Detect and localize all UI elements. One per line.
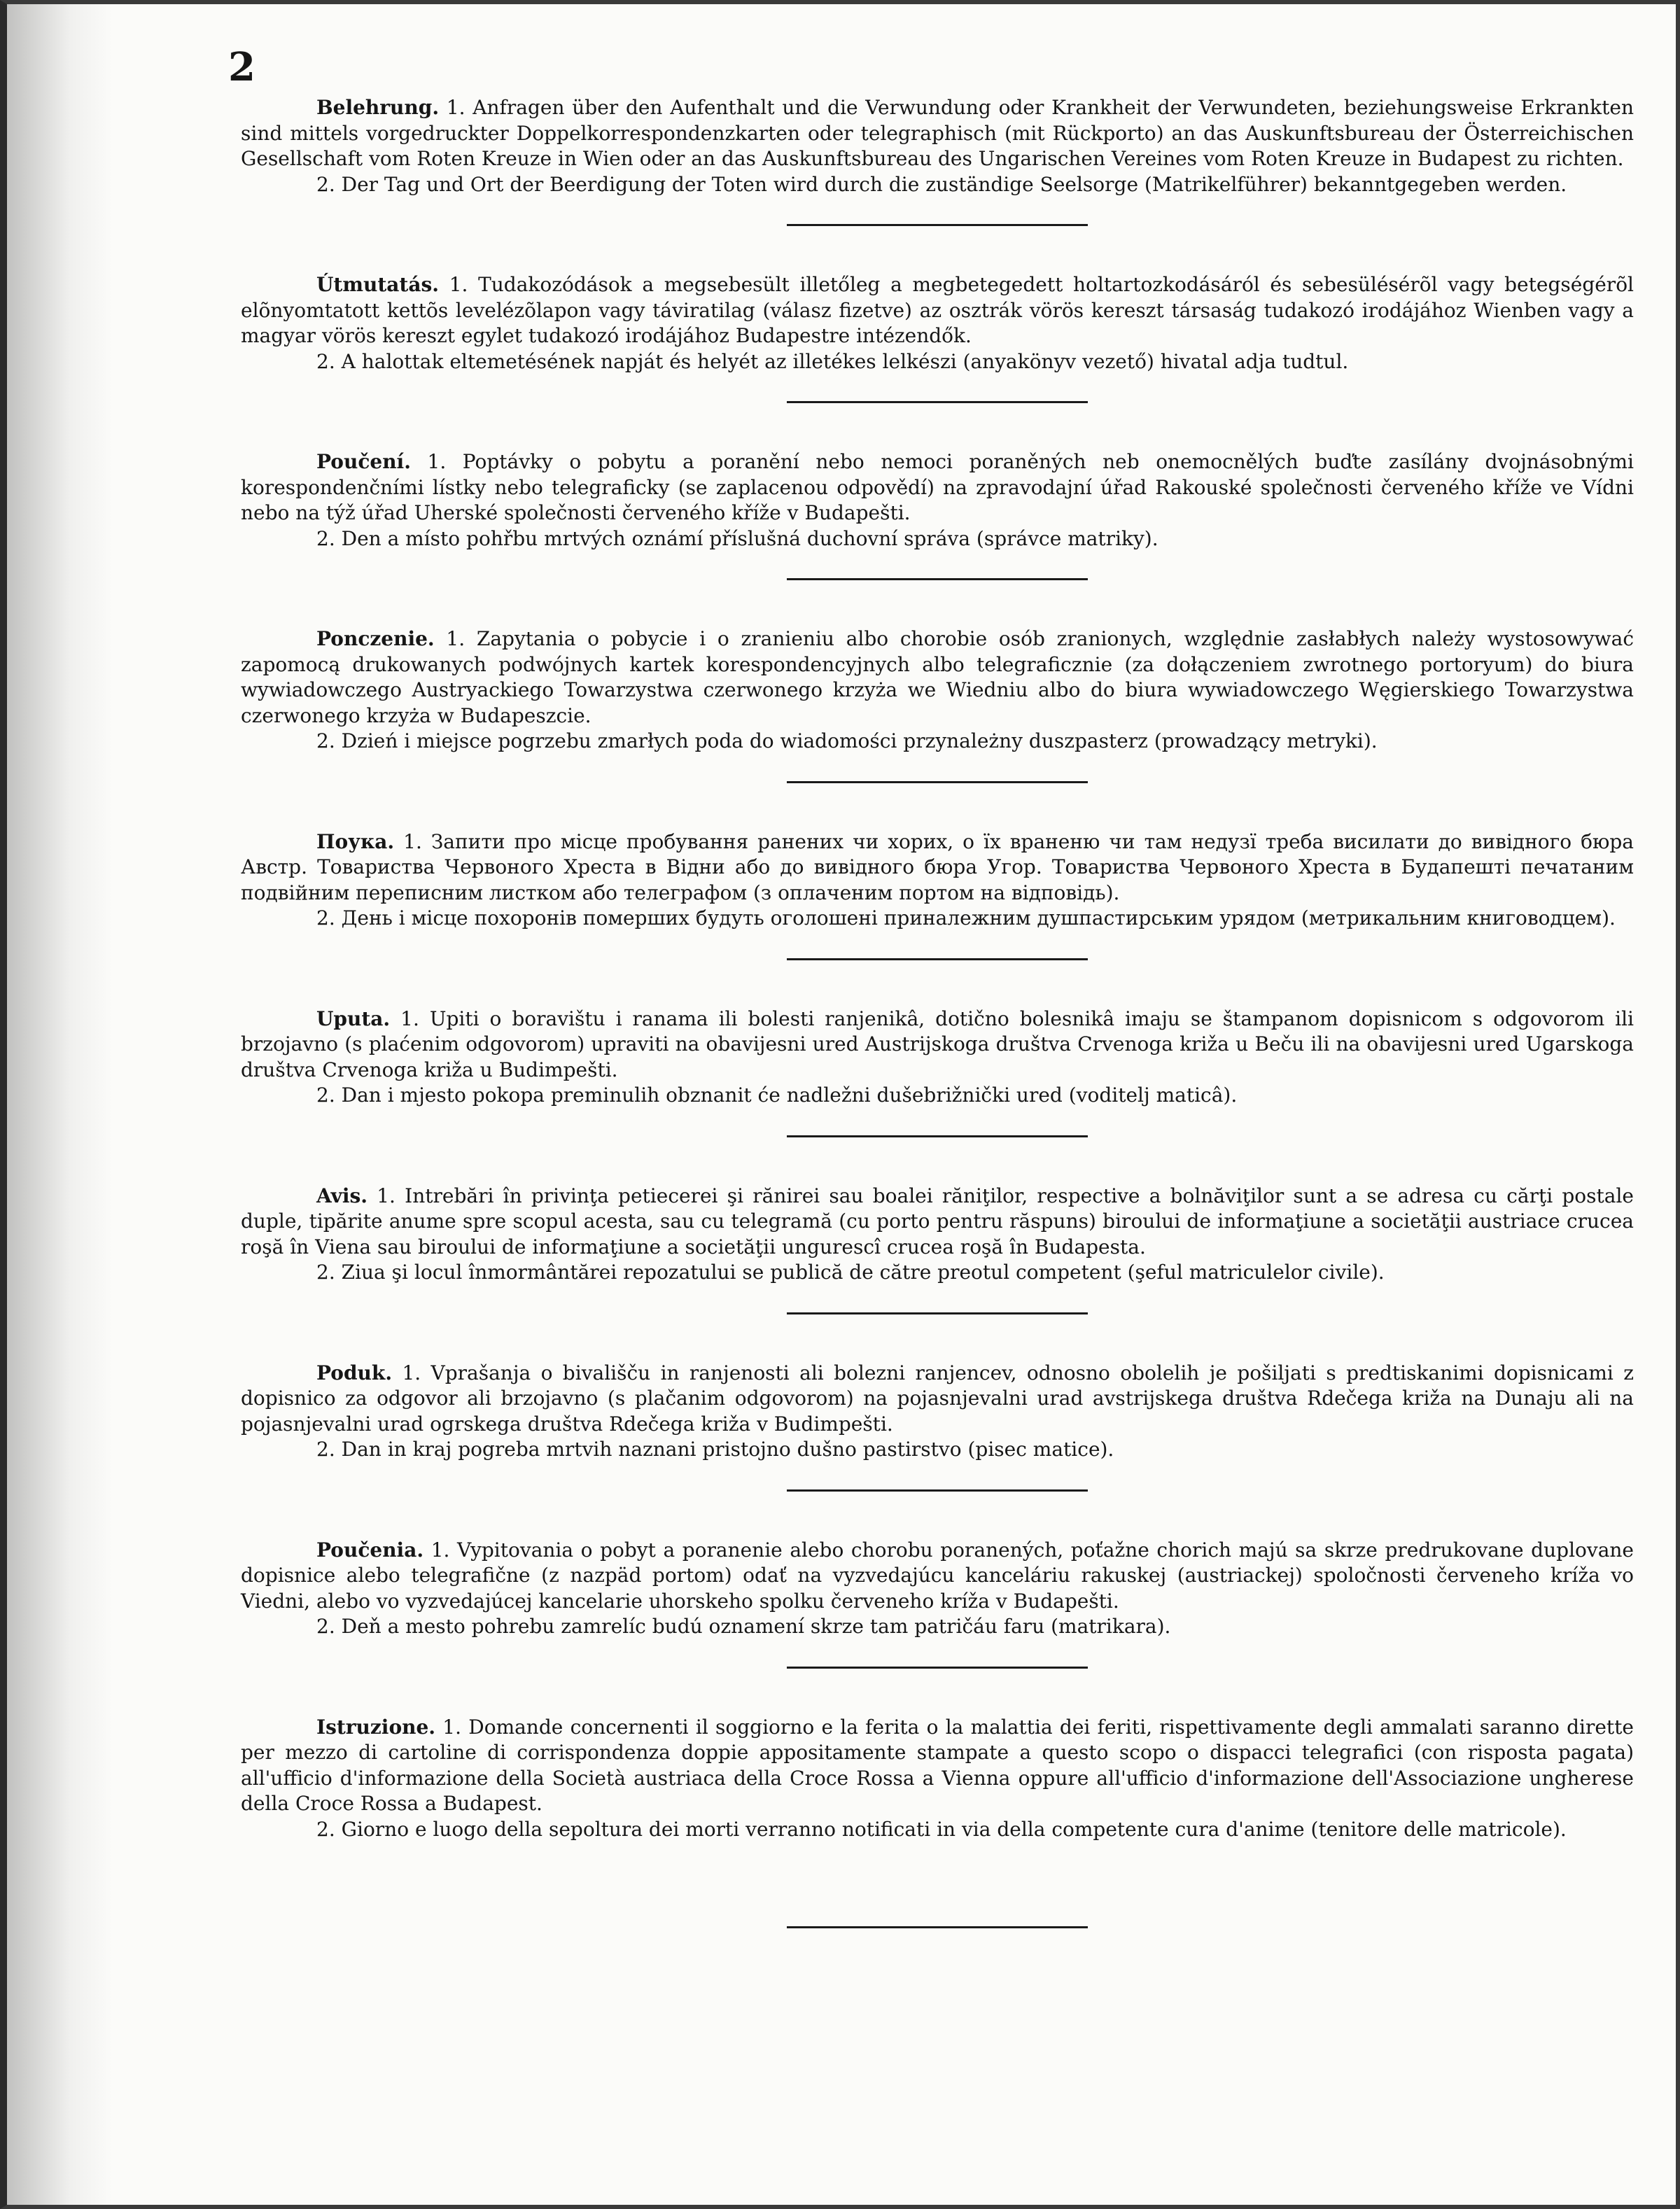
section-czech xyxy=(241,449,1634,552)
section-text: 1. Upiti o boravištu i ranama ili bolesti ranjenikâ, dotično bolesnikâ imaju se štampanom dopisnicom s odgovorom ili brzojavno (s plaćenim odgovorom) upraviti na obavijesni ured Austrijskoga društva Crvenoga križa u Beču ili na obavijesni ured Ugarskoga društva Crvenoga križa u Budimpešti. xyxy=(241,1007,1634,1081)
section-paragraph-1 xyxy=(241,1007,1634,1084)
section-heading: Avis. xyxy=(316,1184,368,1207)
section-heading: Поука. xyxy=(316,829,395,853)
divider-rule xyxy=(787,958,1088,960)
section-text: 1. Zapytania o pobycie i o zranieniu albo chorobie osób zranionych, względnie zasłabłych należy wystosowywać zapomocą drukowanych podwójnych kartek korespondencyjnych albo telegraficznie (za dołączeniem zwrotnego portoryum) do biura wywiadowczego Austryackiego Towarzystwa czerwonego krzyża we Wiedniu albo do biura wywiadowczego Węgierskiego Towarzystwa czerwonego krzyża w Budapeszcie. xyxy=(241,627,1634,727)
section-heading: Útmutatás. xyxy=(316,273,439,296)
section-text: 1. Tudakozódások a megsebesült illetőleg a megbetegedett holtartozkodásáról és sebesülésérõl vagy betegségérõl elõnyomtatott kettõs levelézõlapon vagy táviratilag (válasz fizetve) az osztrák vörös kereszt társaság tudakozó irodájához Wienben vagy a magyar vörös kereszt egylet tudakozó irodájához Budapestre intézendők. xyxy=(241,273,1634,347)
divider-rule xyxy=(787,224,1088,226)
divider-rule xyxy=(787,1312,1088,1314)
section-paragraph-1 xyxy=(241,1538,1634,1615)
divider-rule xyxy=(787,1926,1088,1928)
section-paragraph-1 xyxy=(241,829,1634,906)
divider-rule xyxy=(787,1135,1088,1137)
section-polish xyxy=(241,626,1634,755)
section-paragraph-2: 2. Ziua şi locul înmormântărei repozatului se publică de către preotul competent (şeful matriculelor civile). xyxy=(316,1261,1385,1284)
section-paragraph-1 xyxy=(241,1361,1634,1438)
section-paragraph-1 xyxy=(241,626,1634,729)
section-hungarian xyxy=(241,272,1634,374)
page-number: 2 xyxy=(228,44,255,90)
section-paragraph-1 xyxy=(241,1184,1634,1261)
section-croatian xyxy=(241,1007,1634,1109)
section-paragraph-1 xyxy=(241,272,1634,349)
section-ruthenian xyxy=(241,829,1634,932)
section-italian xyxy=(241,1715,1634,1843)
section-paragraph-1 xyxy=(241,95,1634,172)
section-paragraph-2: 2. Deň a mesto pohrebu zamrelíc budú oznamení skrze tam patričáu faru (matrikara). xyxy=(316,1615,1171,1638)
section-paragraph-2: 2. A halottak eltemetésének napját és helyét az illetékes lelkészi (anyakönyv vezető) hivatal adja tudtul. xyxy=(316,349,1349,373)
section-slovene xyxy=(241,1361,1634,1463)
divider-rule xyxy=(787,1489,1088,1492)
section-text: 1. Anfragen über den Aufenthalt und die Verwundung oder Krankheit der Verwundeten, beziehungsweise Erkrankten sind mittels vorgedruckter Doppelkorrespondenzkarten oder telegraphisch (mit Rückporto) an das Auskunftsbureau der Österreichischen Gesellschaft vom Roten Kreuze in Wien oder an das Auskunftsbureau des Ungarischen Vereines vom Roten Kreuze in Budapest zu richten. xyxy=(241,96,1634,170)
section-paragraph-2: 2. День і місце похоронів померших будуть оголошені приналежним душпастирським урядом (метрикальним книговодцем). xyxy=(316,906,1616,930)
section-heading: Ponczenie. xyxy=(316,627,435,650)
section-text: 1. Poptávky o pobytu a poranění nebo nemoci poraněných neb onemocnělých buďte zasílány dvojnásobnými korespondenčními lístky nebo telegraficky (se zaplacenou odpovědí) na zpravodajní úřad Rakouské společnosti červeného kříže ve Vídni nebo na týž úřad Uherské společnosti červeného kříže v Budapešti. xyxy=(241,450,1634,524)
section-text: 1. Intrebări în privinţa petiecerei şi rănirei sau boalei răniţilor, respective a bolnăviţilor sunt a se adresa cu cărţi postale duple, tipărite anume spre scopul acesta, sau cu telegramă (cu porto pentru răspuns) biroului de informaţiune a societăţii austriace crucea roşă în Viena sau biroului de informaţiune a societăţii ungurescî crucea roşă în Budapesta. xyxy=(241,1184,1634,1258)
section-text: 1. Domande concernenti il soggiorno e la ferita o la malattia dei feriti, rispettivamente degli ammalati saranno dirette per mezzo di cartoline di corrispondenza doppie appositamente stampate a questo scopo o dispacci telegrafici (con risposta pagata) all'ufficio d'informazione della Società austriaca della Croce Rossa a Vienna oppure all'ufficio d'informazione dell'Associazione ungherese della Croce Rossa a Budapest. xyxy=(241,1715,1634,1815)
divider-rule xyxy=(787,781,1088,783)
section-heading: Poduk. xyxy=(316,1361,393,1384)
divider-rule xyxy=(787,401,1088,403)
section-paragraph-2: 2. Der Tag und Ort der Beerdigung der Toten wird durch die zuständige Seelsorge (Matrikelführer) bekanntgegeben werden. xyxy=(316,172,1567,196)
section-paragraph-2: 2. Dan i mjesto pokopa preminulih obznanit će nadležni dušebrižnički ured (voditelj maticâ). xyxy=(316,1084,1238,1107)
section-heading: Uputa. xyxy=(316,1007,391,1030)
section-text: 1. Vprašanja o bivališču in ranjenosti ali bolezni ranjencev, odnosno obolelih je pošiljati s predtiskanimi dopisnicami z dopisnico za odgovor ali brzojavno (s plačanim odgovorom) na pojasnjevalni urad avstrijskega društva Rdečega križa na Dunaju ali na pojasnjevalni urad ogrskega društva Rdečega križa v Budimpešti. xyxy=(241,1361,1634,1436)
section-paragraph-2: 2. Dan in kraj pogreba mrtvih naznani pristojno dušno pastirstvo (pisec matice). xyxy=(316,1438,1114,1461)
section-heading: Poučení. xyxy=(316,450,411,473)
section-heading: Poučenia. xyxy=(316,1538,424,1562)
divider-rule xyxy=(787,578,1088,580)
section-german xyxy=(241,95,1634,197)
section-heading: Belehrung. xyxy=(316,96,440,119)
section-paragraph-1 xyxy=(241,449,1634,526)
section-slovak xyxy=(241,1538,1634,1640)
divider-rule xyxy=(787,1667,1088,1669)
section-paragraph-2: 2. Den a místo pohřbu mrtvých oznámí příslušná duchovní správa (správce matriky). xyxy=(316,526,1158,550)
section-paragraph-2: 2. Giorno e luogo della sepoltura dei morti verranno notificati in via della competente cura d'anime (tenitore delle matricole). xyxy=(316,1817,1567,1841)
section-heading: Istruzione. xyxy=(316,1715,436,1739)
section-paragraph-1 xyxy=(241,1715,1634,1817)
section-paragraph-2: 2. Dzień i miejsce pogrzebu zmarłych poda do wiadomości przynależny duszpasterz (prowadzący metryki). xyxy=(316,729,1378,752)
instructions-body xyxy=(241,95,1634,1975)
section-text: 1. Vypitovania o pobyt a poranenie alebo chorobu poranených, poťažne chorich majú sa skrze predrukovane duplovane dopisnice alebo telegrafične (z nazpäd portom) odať na vyzvedajúcu kanceláriu rakuskej (austriackej) spoločnosti červeneho kríža vo Viedni, alebo vo vyzvedajúcej kancelarie uhorskeho spolku červeneho kríža v Budapešti. xyxy=(241,1538,1634,1613)
section-text: 1. Запити про місце пробування ранених чи хорих, о їх враненю чи там недузї треба висилати до вивідного бюра Австр. Товариства Червоного Хреста в Відни або до вивідного бюра Угор. Товариства Червоного Хреста в Будапешті печатаним подвійним переписним листком або телеграфом (з оплаченим портом на відповідь). xyxy=(241,829,1634,904)
section-romanian xyxy=(241,1184,1634,1286)
